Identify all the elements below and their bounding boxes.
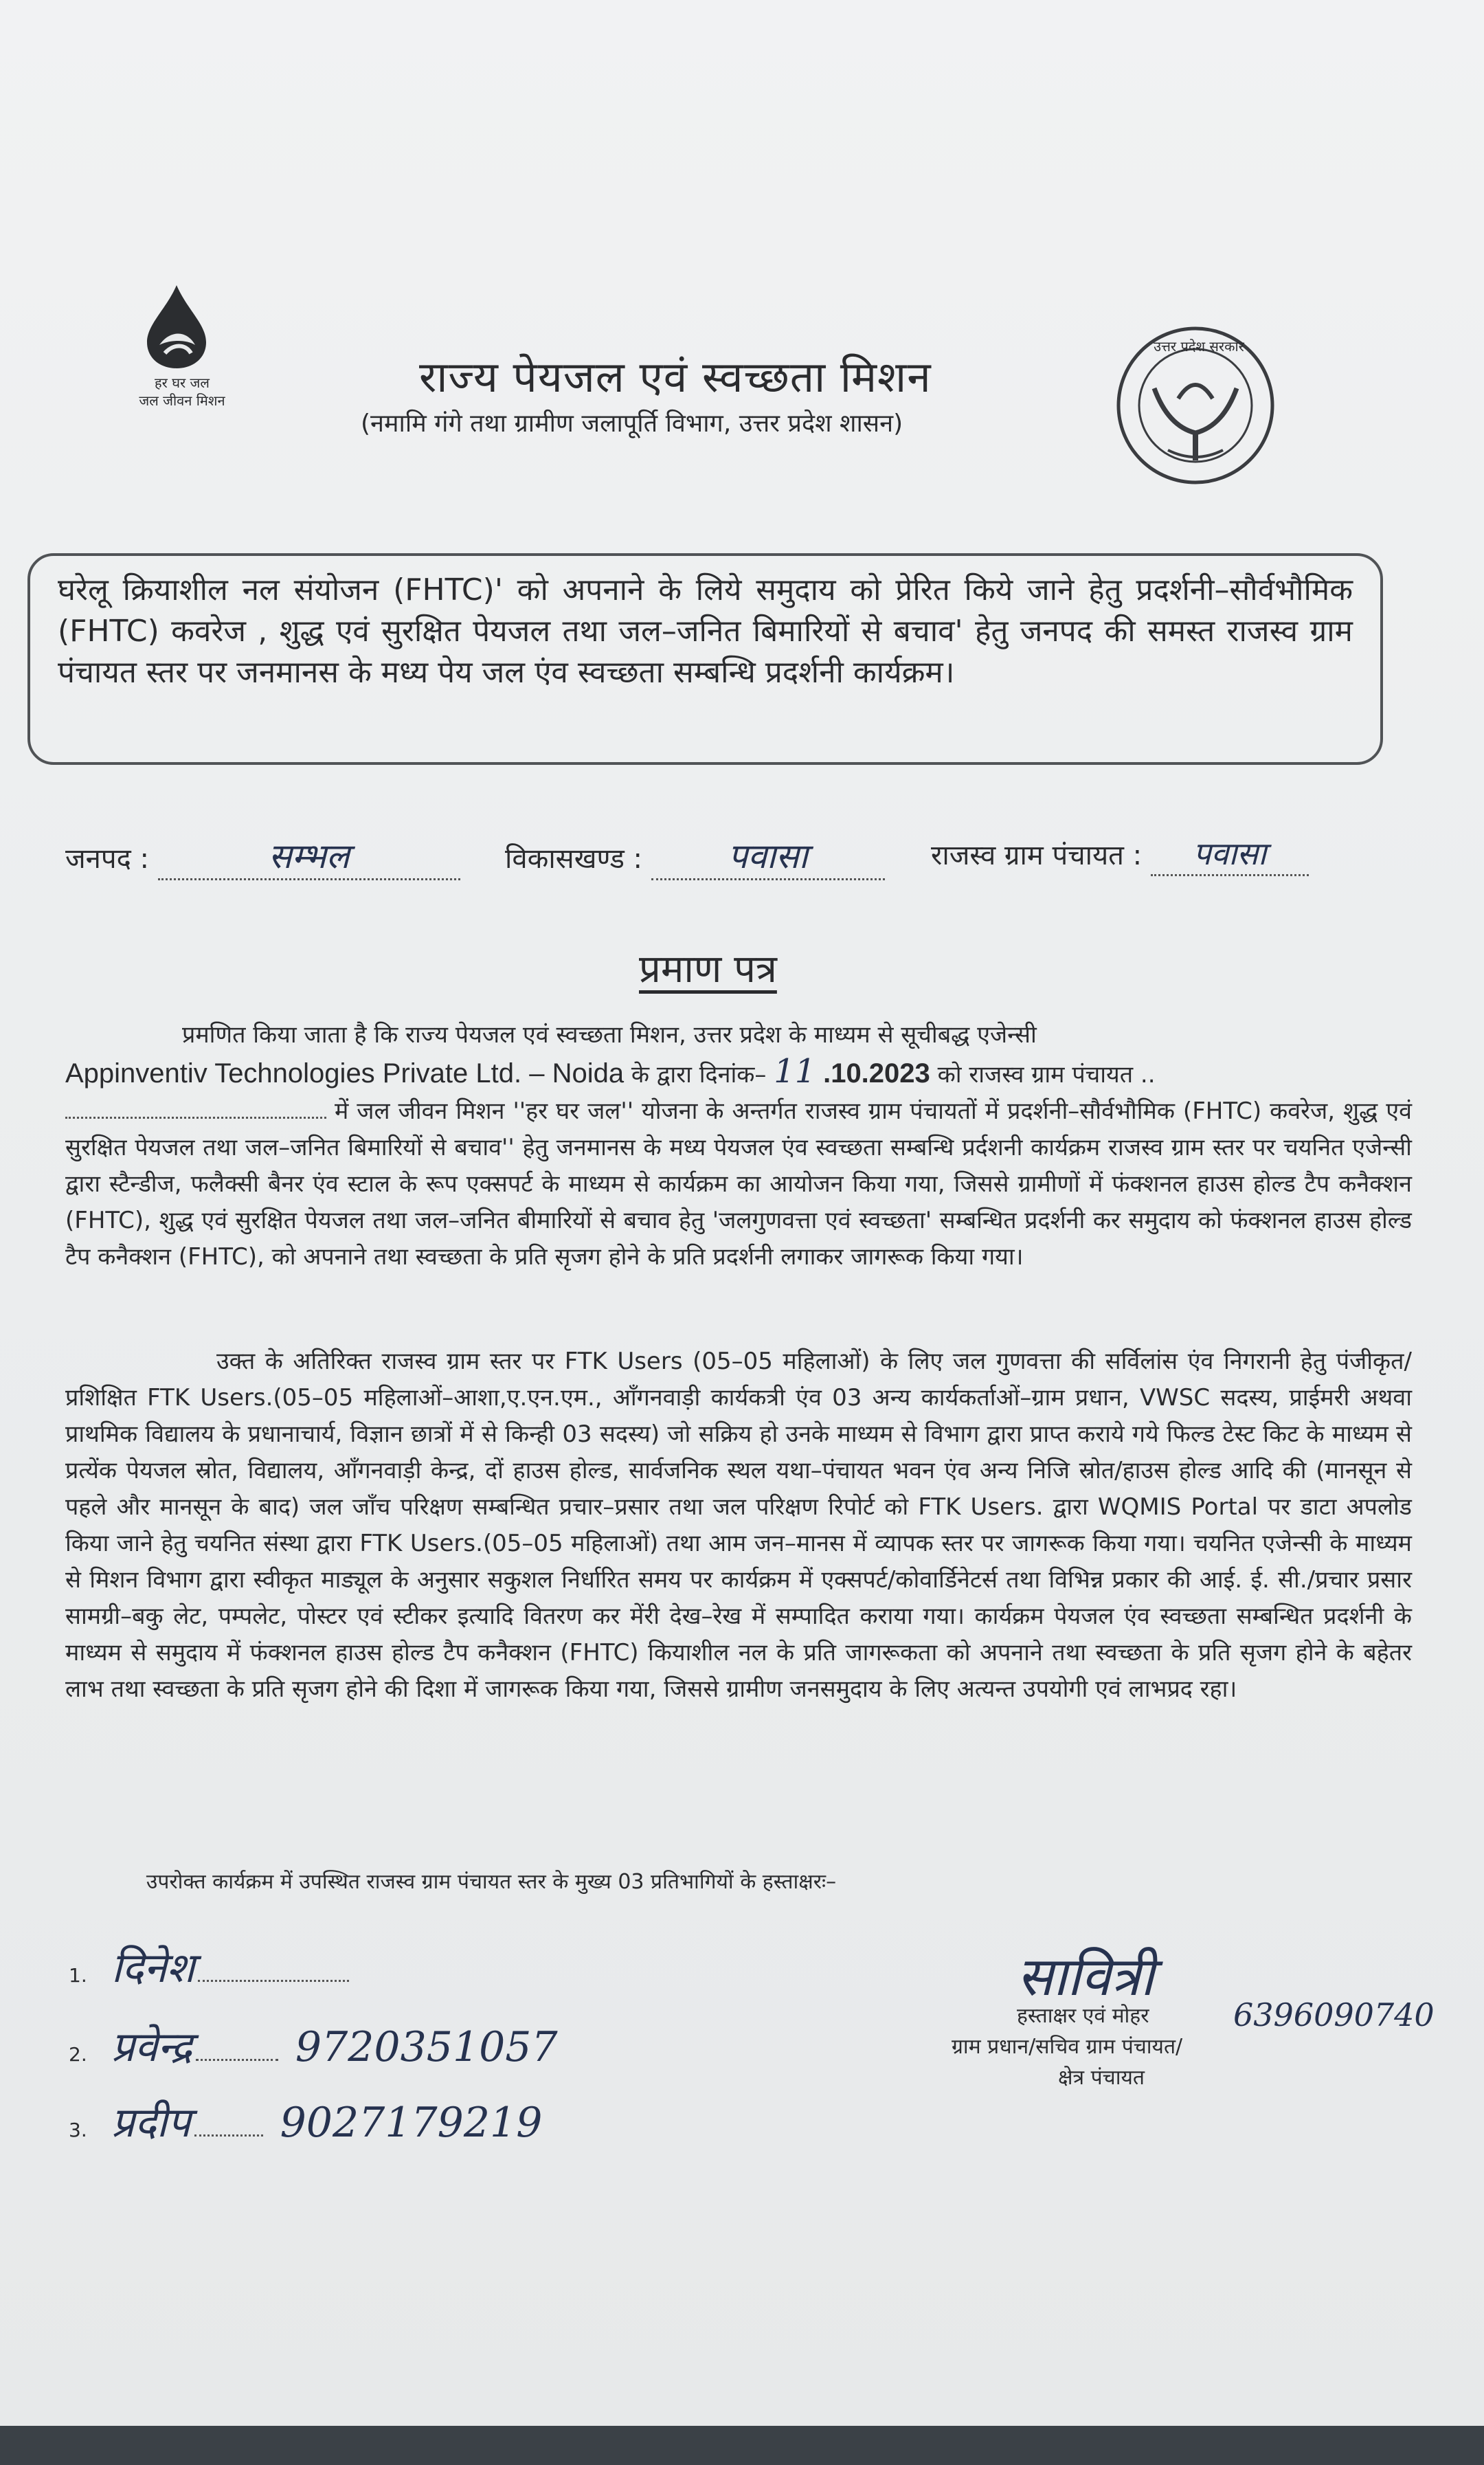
page-subtitle: (नमामि गंगे तथा ग्रामीण जलापूर्ति विभाग, उत्तर प्रदेश शासन): [361, 410, 903, 438]
up-government-emblem: [1113, 323, 1278, 491]
participant-signature: प्रवेन्द्र: [111, 2023, 192, 2071]
date-label: के द्वारा दिनांक–: [631, 1061, 767, 1089]
participant-row: [69, 2017, 558, 2073]
blank-line: [65, 1117, 326, 1119]
logo-line-2: जल जीवन मिशन: [139, 392, 225, 409]
certificate-paragraph-2: [65, 1343, 1412, 1708]
signatory-area: क्षेत्र पंचायत: [1058, 2066, 1145, 2090]
district-field: [65, 832, 460, 880]
signature-line: [198, 1980, 349, 1982]
participants-caption: उपरोक्त कार्यक्रम में उपस्थित राजस्व ग्राम पंचायत स्तर के मुख्य 03 प्रतिभागियों के हस्ताक्षरः–: [146, 1870, 837, 1894]
district-label: जनपद :: [65, 843, 150, 875]
pradhan-phone: 6396090740: [1233, 1996, 1435, 2033]
participant-row: [69, 1938, 349, 1994]
program-notice-box: [27, 553, 1383, 765]
program-notice-text: घरेलू क्रियाशील नल संयोजन (FHTC)' को अपनाने के लिये समुदाय को प्रेरित किये जाने हेतु प्रदर्शनी–सौर्वभौमिक (FHTC) कवरेज , शुद्ध एवं सुरक्षित पेयजल तथा जल–जनित बिमारियों से बचाव' हेतु जनपद की समस्त राजस्व ग्राम पंचायत स्तर पर जनमानस के मध्य पेय जल एंव स्वच्छता सम्बन्धि प्रदर्शनी कार्यक्रम।: [58, 572, 1353, 690]
agency-name: Appinventiv Technologies Private Ltd. – Noida: [65, 1058, 625, 1089]
date-day: 11: [774, 1052, 816, 1091]
certificate-title: प्रमाण पत्र: [639, 947, 777, 992]
participant-signature: दिनेश: [111, 1944, 195, 1992]
page-title: राज्य पेयजल एवं स्वच्छता मिशन: [419, 352, 932, 402]
pradhan-signature: सावित्री: [1017, 1946, 1154, 2008]
block-label: विकासखण्ड :: [505, 843, 643, 875]
signature-line: [194, 2134, 263, 2137]
p1-line-1: प्रमणित किया जाता है कि राज्य पेयजल एवं स्वच्छता मिशन, उत्तर प्रदेश के माध्यम से सूचीबद्ध एजेन्सी: [182, 1021, 1037, 1049]
block-field: [505, 832, 885, 880]
certificate-paragraph-1: [65, 1017, 1412, 1275]
har-ghar-jal-logo: [124, 282, 261, 410]
panchayat-label: राजस्व ग्राम पंचायत :: [931, 840, 1143, 871]
logo-line-1: हर घर जल: [155, 375, 210, 391]
participant-number: 3.: [69, 2119, 87, 2141]
participant-signature: प्रदीप: [111, 2099, 191, 2147]
p2-text: उक्त के अतिरिक्त राजस्व ग्राम स्तर पर FTK Users (05–05 महिलाओं) के लिए जल गुणवत्ता की सर्विलांस एंव निगरानी हेतु पंजीकृत/प्रशिक्षित FTK Users.(05–05 महिलाओं–आशा,ए.एन.एम., आँगनवाड़ी कार्यकत्री एंव 03 अन्य कार्यकर्ताओं–ग्राम प्रधान, VWSC सदस्य, प्राईमरी अथवा प्राथमिक विद्यालय के प्रधानाचार्य, विज्ञान छात्रों में से किन्ही 03 सदस्य) जो सक्रिय हो उनके माध्यम से विभाग द्वारा प्राप्त कराये गये फिल्ड टेस्ट किट के माध्यम से प्रत्येंक पेयजल स्रोत, विद्यालय, आँगनवाड़ी केन्द्र, दों हाउस होल्ड, सार्वजनिक स्थल यथा–पंचायत भवन एंव अन्य निजि स्रोत/हाउस होल्ड आदि की (मानसून से पहले और मानसून के बाद) जल जाँच परिक्षण सम्बन्धित प्रचार–प्रसार तथा जल परिक्षण रिपोर्ट को FTK Users. द्वारा WQMIS Portal पर डाटा अपलोड किया जाने हेतु चयनित संस्था द्वारा FTK Users.(05–05 महिलाओं) तथा आम जन–मानस में व्यापक स्तर पर जागरूक किया गया। चयनित एजेन्सी के माध्यम से मिशन विभाग द्वारा स्वीकृत माड्यूल के अनुसार सकुशल निर्धारित समय पर कार्यक्रम में एक्सपर्ट/कोवार्डिनेटर्स तथा विभिन्न प्रकार की आई. ई. सी./प्रचार प्रसार सामग्री–बकु लेट, पम्पलेट, पोस्टर एवं स्टीकर इत्यादि वितरण कर मेंरी देख–रेख में सम्पादित कराया गया। कार्यक्रम पेयजल एंव स्वच्छता सम्बन्धित प्रदर्शनी के माध्यम से समुदाय में फंक्शनल हाउस होल्ड टैप कनैक्शन (FHTC) कियाशील नल के प्रति जागरूकता को अपनाने तथा स्वच्छता के प्रति सृजग होने के बहेतर लाभ तथा स्वच्छता के प्रति सृजग होने की दिशा में जागरूक किया गया, जिससे ग्रामीण जनसमुदाय के लिए अत्यन्त उपयोगी एवं लाभप्रद रहा।: [65, 1348, 1412, 1703]
participant-number: 2.: [69, 2043, 87, 2066]
p1-line-2: [65, 1053, 1412, 1093]
participant-phone: 9027179219: [280, 2099, 543, 2147]
p1-body: [65, 1093, 1412, 1275]
water-drop-icon: [139, 282, 214, 371]
participant-row: [69, 2093, 542, 2149]
panchayat-ref: को राजस्व ग्राम पंचायत ..: [937, 1061, 1156, 1089]
p1-text: में जल जीवन मिशन ''हर घर जल'' योजना के अन्तर्गत राजस्व ग्राम पंचायतों में प्रदर्शनी–सौर्वभौमिक (FHTC) कवरेज, शुद्ध एवं सुरक्षित पेयजल तथा जल–जनित बिमारियों से बचाव'' हेतु जनमानस के मध्य पेयजल एंव स्वच्छता सम्बन्धि प्रर्दशनी कार्यक्रम राजस्व ग्राम स्तर पर चयनित एजेन्सी द्वारा स्टैन्डीज, फलैक्सी बैनर एंव स्टाल के रूप एक्सपर्ट के माध्यम से कार्यक्रम का आयोजन किया गया, जिससे ग्रामीणों में फंक्शनल हाउस होल्ड टैप कनैक्शन (FHTC), शुद्ध एवं सुरक्षित पेयजल तथा जल–जनित बीमारियों से बचाव हेतु 'जलगुणवत्ता एवं स्वच्छता' सम्बन्धित प्रदर्शनी कर समुदाय को फंक्शनल हाउस होल्ड टैप कनैक्शन (FHTC), को अपनाने तथा स्वच्छता के प्रति सृजग होने के प्रति प्रदर्शनी लगाकर जागरूक किया गया।: [65, 1097, 1412, 1271]
district-value: सम्भल: [158, 832, 460, 880]
emblem-text: उत्तर प्रदेश सरकार: [1154, 338, 1244, 355]
participant-phone: 9720351057: [295, 2023, 558, 2071]
participant-number: 1.: [69, 1964, 87, 1987]
stamp-label: हस्ताक्षर एवं मोहर: [1017, 2004, 1149, 2028]
panchayat-value: पवासा: [1151, 832, 1309, 876]
signature-line: [196, 2059, 278, 2061]
panchayat-field: [931, 832, 1309, 876]
signatory-role: ग्राम प्रधान/सचिव ग्राम पंचायत/: [952, 2035, 1183, 2059]
block-value: पवासा: [651, 832, 885, 880]
date-month-year: .10.2023: [823, 1058, 930, 1089]
